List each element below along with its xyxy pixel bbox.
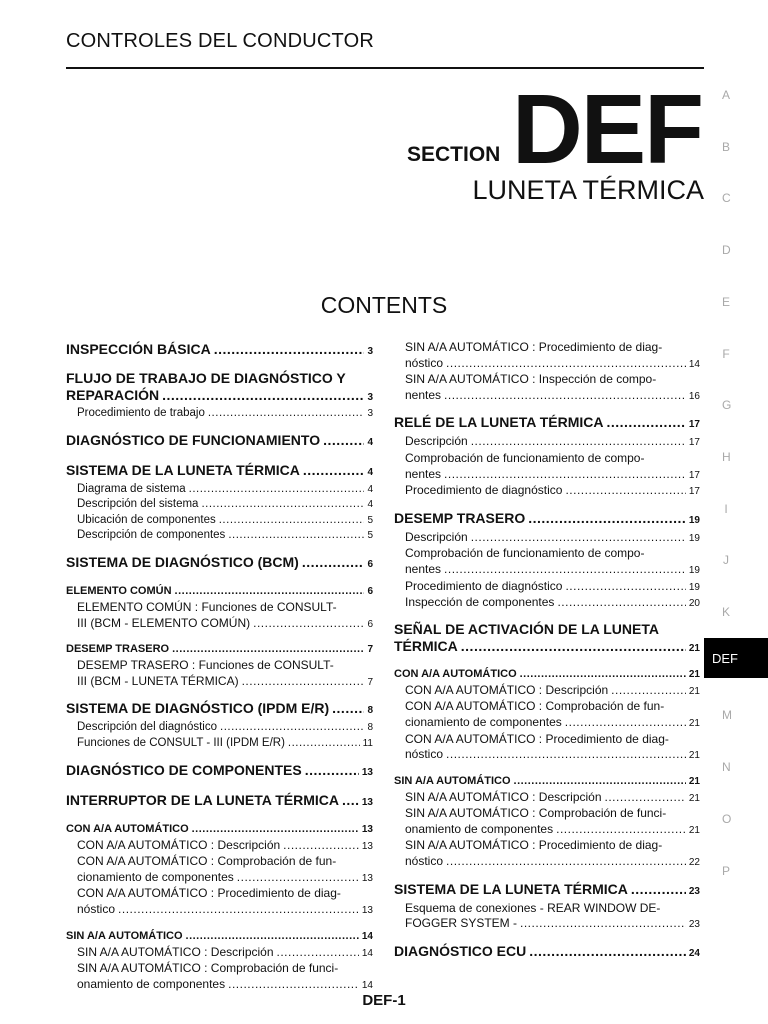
toc-item — [394, 880, 700, 901]
toc-page-number: 17 — [688, 437, 700, 449]
dot-leader — [565, 715, 686, 731]
toc-entry[interactable] — [66, 699, 373, 720]
toc-entry-title: REPARACIÓN — [66, 387, 160, 403]
section-index-letter[interactable]: I — [724, 501, 728, 516]
toc-entry-title: cionamiento de componentes — [77, 869, 234, 884]
toc-entry[interactable] — [394, 413, 700, 434]
dot-leader — [471, 434, 686, 450]
toc-entry-title: onamiento de componentes — [405, 821, 554, 836]
toc-page-number: 6 — [367, 558, 373, 570]
toc-entry[interactable] — [394, 530, 700, 547]
toc-item — [66, 497, 373, 513]
toc-entry-title: Descripción del sistema — [77, 498, 199, 511]
toc-page-number: 19 — [688, 564, 700, 576]
toc-item — [394, 530, 700, 547]
section-tab-active[interactable]: DEF — [704, 638, 768, 678]
contents-heading: CONTENTS — [320, 292, 448, 318]
toc-entry-title: DESEMP TRASERO — [394, 509, 526, 526]
toc-entry[interactable] — [66, 482, 373, 498]
toc-item — [394, 451, 700, 483]
dot-leader — [220, 720, 364, 736]
toc-entry[interactable] — [66, 838, 373, 855]
toc-item — [66, 945, 373, 962]
toc-entry[interactable] — [394, 388, 700, 405]
dot-leader — [242, 674, 365, 690]
toc-page-number: 14 — [361, 930, 373, 942]
section-index-letter[interactable]: A — [722, 88, 731, 102]
toc-entry[interactable] — [394, 715, 700, 732]
toc-page-number: 4 — [367, 483, 373, 495]
toc-entry-title-line: Comprobación de funcionamiento de compo- — [405, 546, 645, 561]
toc-item — [66, 761, 373, 782]
toc-page-number: 11 — [362, 737, 373, 749]
dot-leader — [277, 945, 359, 961]
toc-entry-title-line: CON A/A AUTOMÁTICO : Comprobación de fun- — [405, 699, 665, 714]
toc-entry[interactable] — [394, 790, 700, 807]
toc-page-number: 6 — [367, 618, 373, 630]
toc-page-number: 21 — [688, 685, 700, 697]
toc-entry-title: CON A/A AUTOMÁTICO : Descripción — [405, 682, 609, 697]
toc-entry-title-line: SIN A/A AUTOMÁTICO : Inspección de compo- — [405, 372, 657, 387]
toc-entry-title: nentes — [405, 561, 442, 576]
toc-entry-title: III (BCM - LUNETA TÉRMICA) — [77, 673, 239, 688]
toc-entry[interactable] — [66, 528, 373, 544]
toc-entry-title: Funciones de CONSULT - III (IPDM E/R) — [77, 736, 285, 749]
toc-entry-title: nentes — [405, 387, 442, 402]
toc-item — [66, 928, 373, 945]
toc-entry-title-line: ELEMENTO COMÚN : Funciones de CONSULT- — [77, 599, 337, 614]
toc-item — [394, 483, 700, 500]
toc-entry-title: TÉRMICA — [394, 637, 458, 654]
toc-entry-title: cionamiento de componentes — [405, 714, 562, 729]
toc-entry-title: Procedimiento de diagnóstico — [405, 578, 563, 593]
toc-page-number: 13 — [361, 872, 373, 884]
toc-entry[interactable] — [394, 854, 700, 871]
toc-entry-title: Procedimiento de diagnóstico — [405, 483, 563, 498]
toc-entry-title-line: Comprobación de funcionamiento de compo- — [405, 450, 645, 465]
toc-entry-title-line: SIN A/A AUTOMÁTICO : Procedimiento de diag- — [405, 838, 663, 853]
toc-entry[interactable] — [66, 674, 373, 691]
toc-entry-title-line: CON A/A AUTOMÁTICO : Comprobación de fun- — [77, 854, 337, 869]
toc-entry-title: DIAGNÓSTICO ECU — [394, 942, 527, 959]
toc-entry-title: CON A/A AUTOMÁTICO — [66, 822, 189, 835]
toc-item — [394, 509, 700, 530]
toc-item — [66, 583, 373, 600]
toc-page-number: 21 — [688, 775, 700, 787]
toc-entry-title: CON A/A AUTOMÁTICO — [394, 667, 517, 680]
dot-leader — [529, 942, 686, 960]
toc-entry-title-line: SIN A/A AUTOMÁTICO : Comprobación de funci- — [77, 961, 339, 976]
dot-leader — [446, 854, 686, 870]
toc-page-number: 13 — [361, 823, 373, 835]
dot-leader — [283, 838, 359, 854]
dot-leader — [175, 583, 365, 599]
toc-entry-title: FOGGER SYSTEM - — [405, 916, 518, 931]
toc-page-number: 19 — [688, 581, 700, 593]
toc-item — [394, 666, 700, 683]
dot-leader — [186, 928, 359, 944]
toc-page-number: 17 — [688, 419, 700, 431]
toc-entry-title-line: SIN A/A AUTOMÁTICO : Procedimiento de diag- — [405, 340, 663, 354]
toc-entry[interactable] — [394, 773, 700, 790]
toc-entry-title: Descripción — [405, 529, 468, 544]
dot-leader — [219, 513, 365, 529]
toc-entry[interactable] — [394, 579, 700, 596]
dot-leader — [528, 509, 686, 527]
toc-entry[interactable] — [394, 467, 700, 484]
toc-item — [66, 791, 373, 812]
toc-entry-title-line: SIN A/A AUTOMÁTICO : Comprobación de funci- — [405, 806, 667, 821]
toc-item — [394, 773, 700, 790]
toc-entry-title: SISTEMA DE LA LUNETA TÉRMICA — [394, 880, 628, 897]
toc-page-number: 8 — [367, 705, 373, 717]
chapter-title: CONTROLES DEL CONDUCTOR — [66, 30, 374, 52]
dot-leader — [565, 483, 685, 499]
toc-item — [66, 720, 373, 736]
toc-item — [394, 901, 700, 933]
dot-leader — [305, 761, 359, 779]
toc-entry-title-line: FLUJO DE TRABAJO DE DIAGNÓSTICO Y — [66, 370, 346, 386]
toc-page-number: 4 — [367, 466, 373, 478]
toc-item — [66, 821, 373, 838]
toc-entry[interactable] — [66, 513, 373, 529]
dot-leader — [303, 461, 365, 479]
dot-leader — [606, 413, 685, 431]
dot-leader — [461, 638, 686, 655]
toc-entry[interactable] — [66, 821, 373, 838]
toc-entry[interactable] — [66, 945, 373, 962]
toc-page-number: 19 — [688, 514, 700, 526]
toc-item — [66, 699, 373, 720]
toc-entry[interactable] — [66, 902, 373, 919]
toc-entry-title: onamiento de componentes — [77, 976, 226, 991]
toc-item — [394, 413, 700, 434]
toc-entry[interactable] — [66, 736, 373, 752]
toc-page-number: 7 — [367, 676, 373, 688]
toc-entry[interactable] — [394, 683, 700, 700]
toc-item — [394, 340, 700, 372]
toc-page-number: 23 — [688, 919, 700, 931]
toc-entry[interactable] — [66, 497, 373, 513]
toc-item — [66, 370, 373, 406]
toc-entry[interactable] — [66, 461, 373, 482]
dot-leader — [446, 747, 686, 763]
toc-page-number: 13 — [361, 766, 373, 778]
dot-leader — [471, 530, 686, 546]
section-index-letter[interactable]: G — [722, 398, 732, 413]
toc-page-number: 14 — [361, 979, 373, 991]
toc-item — [66, 886, 373, 918]
toc-item — [66, 600, 373, 632]
section-index-letter[interactable]: F — [722, 346, 730, 361]
toc-entry-title: nentes — [405, 466, 442, 481]
toc-page-number: 14 — [361, 947, 373, 959]
toc-entry-title: nóstico — [405, 355, 444, 370]
toc-entry[interactable] — [66, 431, 373, 452]
dot-leader — [446, 356, 686, 372]
toc-entry[interactable] — [66, 761, 373, 782]
toc-entry-title: INTERRUPTOR DE LA LUNETA TÉRMICA — [66, 791, 339, 808]
dot-leader — [444, 562, 686, 578]
toc-page-number: 16 — [688, 390, 700, 402]
toc-item — [66, 838, 373, 855]
toc-page-number: 22 — [688, 857, 700, 869]
dot-leader — [118, 902, 359, 918]
toc-entry-title: INSPECCIÓN BÁSICA — [66, 341, 211, 357]
header-divider — [66, 67, 704, 69]
toc-item — [394, 595, 700, 612]
toc-item — [394, 838, 700, 870]
dot-leader — [302, 553, 365, 571]
dot-leader — [556, 822, 686, 838]
dot-leader — [565, 579, 685, 595]
toc-item — [66, 658, 373, 690]
toc-entry-title: Diagrama de sistema — [77, 482, 186, 495]
section-index-letter[interactable]: B — [722, 139, 731, 154]
toc-entry[interactable] — [394, 562, 700, 579]
toc-page-number: 20 — [688, 598, 700, 610]
dot-leader — [237, 870, 359, 886]
toc-entry-title: RELÉ DE LA LUNETA TÉRMICA — [394, 414, 604, 431]
toc-entry[interactable] — [394, 509, 700, 530]
toc-page-number: 4 — [367, 436, 373, 448]
toc-entry[interactable] — [394, 916, 700, 933]
toc-page-number: 21 — [688, 642, 700, 654]
toc-entry[interactable] — [394, 434, 700, 451]
toc-item — [66, 461, 373, 482]
toc-entry[interactable] — [66, 406, 373, 422]
section-index-letter[interactable]: P — [722, 863, 731, 878]
dot-leader — [332, 699, 364, 717]
toc-entry[interactable] — [66, 791, 373, 812]
toc-page-number: 6 — [367, 585, 373, 597]
dot-leader — [520, 916, 686, 932]
toc-entry-title: SISTEMA DE LA LUNETA TÉRMICA — [66, 461, 300, 478]
toc-entry-title-line: CON A/A AUTOMÁTICO : Procedimiento de diag- — [405, 731, 669, 746]
section-index-letter[interactable]: M — [722, 708, 732, 723]
dot-leader — [214, 340, 365, 358]
page-number: DEF-1 — [362, 992, 406, 1009]
section-title: LUNETA TÉRMICA — [472, 175, 704, 205]
toc-item — [394, 683, 700, 700]
toc-entry[interactable] — [394, 822, 700, 839]
toc-entry[interactable] — [394, 356, 700, 373]
toc-item — [66, 736, 373, 752]
toc-page-number: 21 — [688, 717, 700, 729]
toc-entry-title: Descripción de componentes — [77, 529, 226, 542]
toc-entry-title: Ubicación de componentes — [77, 513, 216, 526]
toc-page-number: 5 — [367, 530, 373, 542]
dot-leader — [228, 528, 364, 544]
toc-entry-title: SIN A/A AUTOMÁTICO — [66, 929, 183, 942]
toc-entry[interactable] — [394, 666, 700, 683]
dot-leader — [162, 387, 364, 404]
toc-entry[interactable] — [394, 595, 700, 612]
toc-page-number: 21 — [688, 824, 700, 836]
toc-left-column — [66, 340, 373, 993]
dot-leader — [172, 641, 364, 657]
toc-entry[interactable] — [66, 553, 373, 574]
dot-leader — [192, 821, 359, 837]
dot-leader — [189, 482, 365, 498]
toc-page-number: 19 — [688, 532, 700, 544]
toc-item — [66, 641, 373, 658]
section-index-letter[interactable]: H — [722, 449, 731, 464]
toc-item — [394, 372, 700, 404]
toc-entry-title: Procedimiento de trabajo — [77, 407, 205, 419]
toc-entry-title: SIN A/A AUTOMÁTICO — [394, 774, 511, 787]
toc-entry[interactable] — [394, 483, 700, 500]
toc-page-number: 7 — [367, 644, 373, 656]
toc-entry[interactable] — [66, 928, 373, 945]
toc-entry[interactable] — [66, 583, 373, 600]
toc-item — [66, 854, 373, 886]
dot-leader — [253, 616, 364, 632]
toc-entry-title-line: SEÑAL DE ACTIVACIÓN DE LA LUNETA — [394, 620, 659, 637]
toc-item — [394, 434, 700, 451]
toc-entry-title: DIAGNÓSTICO DE COMPONENTES — [66, 761, 302, 778]
dot-leader — [288, 736, 360, 752]
toc-page-number: 24 — [688, 947, 700, 959]
dot-leader — [557, 595, 685, 611]
toc-entry-title: nóstico — [77, 901, 116, 916]
toc-entry[interactable] — [66, 340, 373, 361]
section-label: SECTION — [407, 143, 501, 166]
toc-page-number: 3 — [367, 408, 373, 419]
toc-page-number: 3 — [367, 392, 373, 403]
toc-item — [66, 513, 373, 529]
toc-page-number: 4 — [367, 499, 373, 511]
toc-right-column — [394, 340, 700, 963]
toc-entry[interactable] — [66, 387, 373, 406]
dot-leader — [444, 467, 686, 483]
toc-entry-title: SIN A/A AUTOMÁTICO : Descripción — [77, 944, 274, 959]
dot-leader — [520, 666, 686, 682]
toc-entry[interactable] — [394, 942, 700, 963]
dot-leader — [323, 431, 364, 449]
toc-item — [394, 942, 700, 963]
toc-item — [66, 482, 373, 498]
toc-entry-title: SIN A/A AUTOMÁTICO : Descripción — [405, 789, 602, 804]
dot-leader — [444, 388, 686, 404]
toc-item — [66, 406, 373, 422]
dot-leader — [631, 880, 686, 898]
dot-leader — [514, 773, 686, 789]
toc-page-number: 5 — [367, 514, 373, 526]
toc-item — [394, 699, 700, 731]
toc-item — [66, 340, 373, 361]
toc-entry-title: III (BCM - ELEMENTO COMÚN) — [77, 615, 251, 630]
toc-entry[interactable] — [66, 641, 373, 658]
section-index-letter[interactable]: D — [722, 243, 731, 258]
toc-entry[interactable] — [66, 720, 373, 736]
toc-entry-title-line: DESEMP TRASERO : Funciones de CONSULT- — [77, 658, 334, 673]
toc-item — [394, 579, 700, 596]
toc-item — [66, 553, 373, 574]
toc-page-number: 17 — [688, 469, 700, 481]
dot-leader — [208, 406, 365, 422]
toc-page-number: 21 — [688, 668, 700, 680]
toc-item — [394, 732, 700, 764]
toc-entry-title: nóstico — [405, 854, 444, 869]
section-index-letter[interactable]: C — [722, 191, 731, 206]
toc-page-number: 17 — [688, 486, 700, 498]
toc-page-number: 13 — [361, 796, 373, 808]
toc-entry[interactable] — [66, 870, 373, 887]
toc-entry-title: DIAGNÓSTICO DE FUNCIONAMIENTO — [66, 431, 321, 448]
toc-entry[interactable] — [394, 638, 700, 657]
toc-entry-title: ELEMENTO COMÚN — [66, 584, 172, 597]
toc-entry-title-line: CON A/A AUTOMÁTICO : Procedimiento de diag- — [77, 886, 341, 901]
toc-item — [66, 431, 373, 452]
toc-entry-title: Inspección de componentes — [405, 595, 555, 610]
toc-entry-title: DESEMP TRASERO — [66, 643, 170, 656]
toc-item — [66, 528, 373, 544]
dot-leader — [342, 791, 359, 809]
section-index-letter[interactable]: O — [722, 811, 732, 826]
dot-leader — [611, 683, 686, 699]
section-index-letter[interactable]: K — [722, 605, 731, 619]
toc-entry-title: SISTEMA DE DIAGNÓSTICO (IPDM E/R) — [66, 700, 330, 717]
toc-page-number: 23 — [688, 885, 700, 897]
toc-item — [66, 961, 373, 993]
toc-entry-title: SISTEMA DE DIAGNÓSTICO (BCM) — [66, 553, 299, 570]
section-index-letter[interactable]: E — [722, 294, 731, 309]
toc-entry[interactable] — [66, 616, 373, 633]
toc-page-number: 13 — [361, 840, 373, 852]
toc-entry-title-line: Esquema de conexiones - REAR WINDOW DE- — [405, 900, 661, 915]
toc-item — [394, 546, 700, 578]
toc-item — [394, 790, 700, 807]
toc-page-number: 8 — [367, 722, 373, 734]
toc-entry-title: CON A/A AUTOMÁTICO : Descripción — [77, 837, 281, 852]
dot-leader — [201, 497, 364, 513]
dot-leader — [228, 977, 359, 993]
toc-entry-title: Descripción del diagnóstico — [77, 721, 217, 734]
toc-item — [394, 621, 700, 657]
toc-page-number: 21 — [688, 750, 700, 762]
toc-item — [394, 806, 700, 838]
section-code: DEF — [512, 74, 702, 184]
section-index-letter[interactable]: N — [722, 760, 731, 775]
toc-page-number: 3 — [367, 346, 373, 357]
dot-leader — [605, 790, 686, 806]
toc-page-number: 13 — [361, 904, 373, 916]
toc-entry[interactable] — [66, 977, 373, 994]
toc-page-number: 14 — [688, 358, 700, 370]
toc-entry[interactable] — [394, 747, 700, 764]
toc-entry-title: Descripción — [405, 434, 468, 449]
toc-entry-title: nóstico — [405, 747, 444, 762]
toc-page-number: 21 — [688, 792, 700, 804]
section-index-letter[interactable]: J — [723, 553, 729, 568]
toc-entry[interactable] — [394, 880, 700, 901]
